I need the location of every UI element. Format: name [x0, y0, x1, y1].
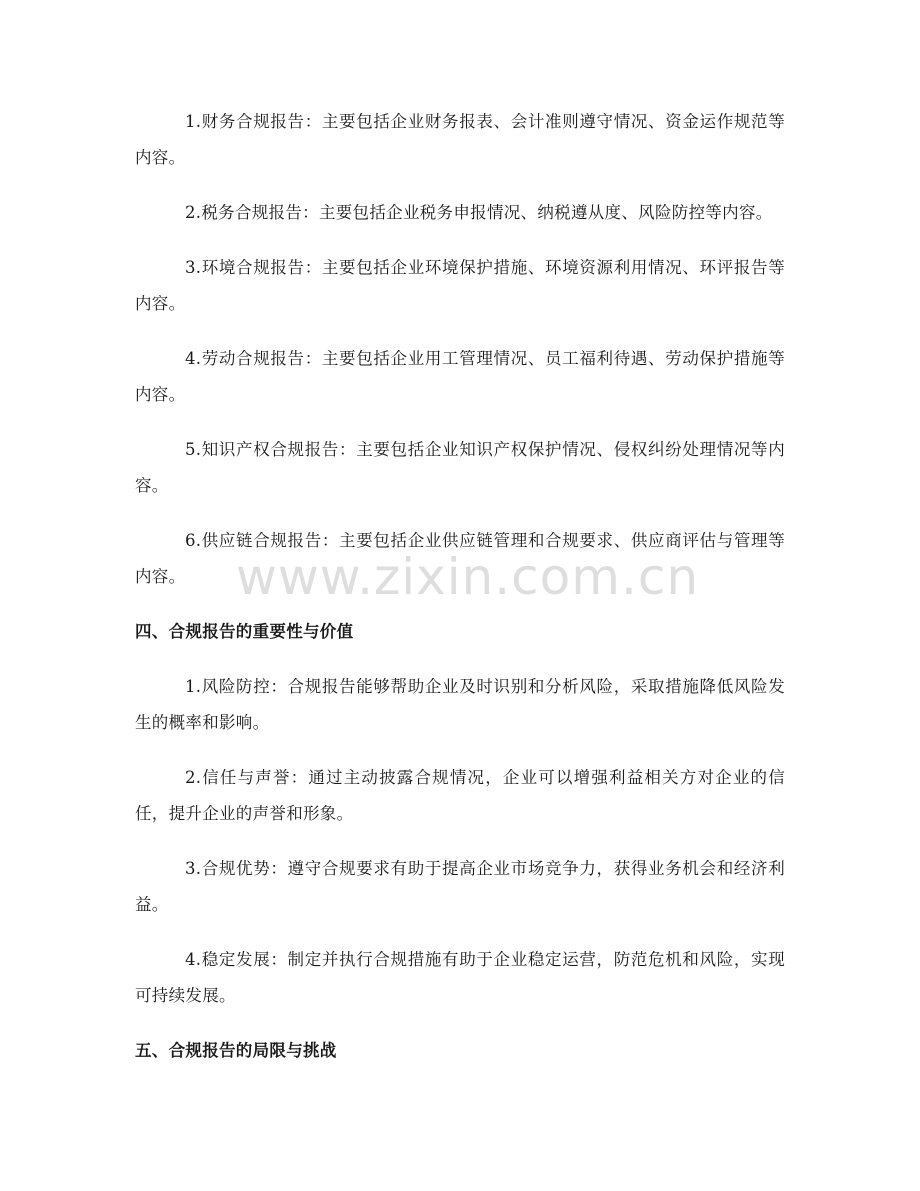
paragraph-risk-control: 1.风险防控：合规报告能够帮助企业及时识别和分析风险，采取措施降低风险发生的概率和影响。: [135, 677, 785, 732]
paragraph-tax-report: 2.税务合规报告：主要包括企业税务申报情况、纳税遵从度、风险防控等内容。: [185, 203, 773, 222]
paragraph-financial-report: 1.财务合规报告：主要包括企业财务报表、会计准则遵守情况、资金运作规范等内容。: [135, 112, 785, 167]
section-heading-importance: 四、合规报告的重要性与价值: [135, 622, 354, 641]
document-body: [135, 104, 785, 1088]
section-heading-limitations: 五、合规报告的局限与挑战: [135, 1041, 337, 1060]
watermark-text: www.zixin.com.cn: [236, 548, 700, 606]
paragraph-labor-report: 4.劳动合规报告：主要包括企业用工管理情况、员工福利待遇、劳动保护措施等内容。: [135, 349, 785, 404]
paragraph-stable-development: 4.稳定发展：制定并执行合规措施有助于企业稳定运营，防范危机和风险，实现可持续发展。: [135, 950, 785, 1005]
paragraph-environment-report: 3.环境合规报告：主要包括企业环境保护措施、环境资源利用情况、环评报告等内容。: [135, 258, 785, 313]
paragraph-supply-chain-report: 6.供应链合规报告：主要包括企业供应链管理和合规要求、供应商评估与管理等内容。: [135, 531, 785, 586]
paragraph-trust-reputation: 2.信任与声誉：通过主动披露合规情况，企业可以增强利益相关方对企业的信任，提升企业的声誉和形象。: [135, 768, 785, 823]
paragraph-compliance-advantage: 3.合规优势：遵守合规要求有助于提高企业市场竞争力，获得业务机会和经济利益。: [135, 859, 785, 914]
paragraph-ip-report: 5.知识产权合规报告：主要包括企业知识产权保护情况、侵权纠纷处理情况等内容。: [135, 440, 785, 495]
